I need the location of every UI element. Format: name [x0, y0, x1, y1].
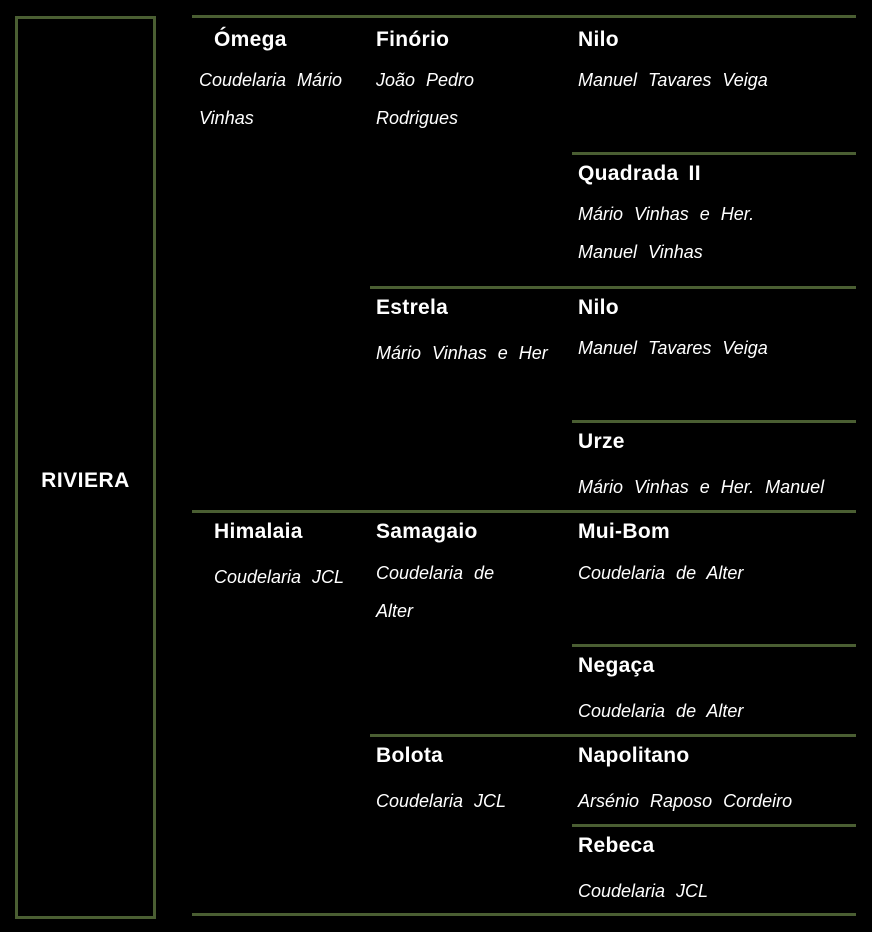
sire-breeder: Coudelaria Mário Vinhas	[199, 70, 343, 128]
sire-sire-sire-name: Nilo	[578, 28, 619, 51]
sire-sire-breeder: João Pedro Rodrigues	[376, 70, 475, 128]
divider-gen3-1	[572, 152, 856, 155]
sire-dam-dam-breeder: Mário Vinhas e Her. Manuel	[578, 477, 825, 497]
sire-dam-name: Estrela	[376, 296, 449, 319]
sire-sire-dam-breeder: Mário Vinhas e Her. Manuel Vinhas	[578, 204, 755, 262]
divider-sire-dam	[192, 510, 856, 513]
sire-name: Ómega	[214, 28, 287, 51]
divider-gen3-2	[572, 420, 856, 423]
divider-top	[192, 15, 856, 18]
dam-name: Himalaia	[214, 520, 303, 543]
sire-dam-breeder: Mário Vinhas e Her	[376, 343, 548, 363]
dam-dam-sire-name: Napolitano	[578, 744, 690, 767]
subject-name: RIVIERA	[41, 469, 130, 492]
divider-gen3-4	[572, 824, 856, 827]
sire-sire-name: Finório	[376, 28, 450, 51]
dam-dam-dam-name: Rebeca	[578, 834, 655, 857]
dam-dam-dam-breeder: Coudelaria JCL	[578, 881, 709, 901]
dam-dam-sire-breeder: Arsénio Raposo Cordeiro	[578, 791, 793, 811]
dam-breeder: Coudelaria JCL	[214, 567, 345, 587]
divider-gen2-lower	[370, 734, 856, 737]
sire-sire-sire-breeder: Manuel Tavares Veiga	[578, 70, 768, 90]
divider-gen2-upper	[370, 286, 856, 289]
dam-sire-dam-breeder: Coudelaria de Alter	[578, 701, 744, 721]
sire-dam-sire-name: Nilo	[578, 296, 619, 319]
dam-dam-breeder: Coudelaria JCL	[376, 791, 507, 811]
dam-sire-sire-breeder: Coudelaria de Alter	[578, 563, 744, 583]
sire-dam-dam-name: Urze	[578, 430, 625, 453]
divider-bottom	[192, 913, 856, 916]
dam-sire-dam-name: Negaça	[578, 654, 655, 677]
sire-dam-sire-breeder: Manuel Tavares Veiga	[578, 338, 768, 358]
dam-sire-name: Samagaio	[376, 520, 478, 543]
subject-box	[15, 16, 156, 919]
dam-sire-sire-name: Mui-Bom	[578, 520, 670, 543]
dam-sire-breeder: Coudelaria de Alter	[376, 563, 495, 621]
divider-gen3-3	[572, 644, 856, 647]
dam-dam-name: Bolota	[376, 744, 444, 767]
sire-sire-dam-name: Quadrada II	[578, 162, 701, 185]
